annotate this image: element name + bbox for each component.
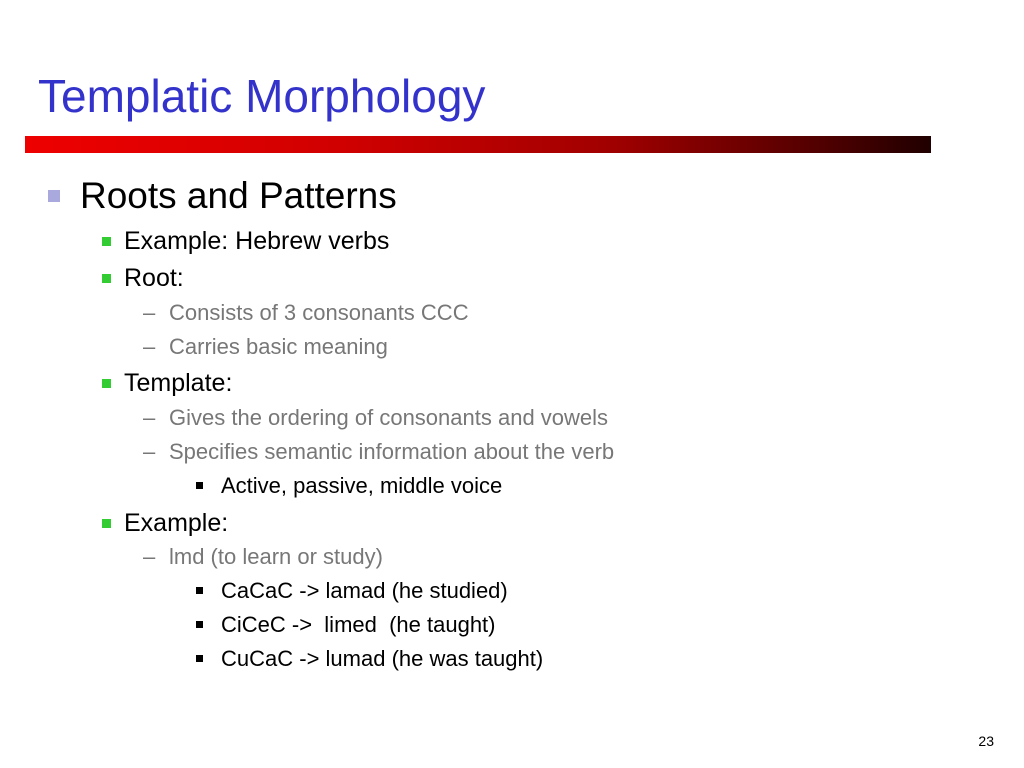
bullet-text: Root: xyxy=(124,264,184,292)
bullet-level3 xyxy=(143,333,388,361)
dash-bullet-icon: – xyxy=(143,300,156,325)
square-bullet-icon xyxy=(102,274,111,283)
bullet-level4 xyxy=(221,645,543,673)
square-bullet-icon xyxy=(196,482,203,489)
bullet-text: Roots and Patterns xyxy=(80,175,397,216)
bullet-level2 xyxy=(124,226,389,256)
page-number: 23 xyxy=(978,733,994,749)
bullet-text: CuCaC -> lumad (he was taught) xyxy=(221,646,544,671)
bullet-level3 xyxy=(143,299,469,327)
bullet-text: Template: xyxy=(124,369,233,397)
bullet-level2 xyxy=(124,263,184,293)
bullet-text: Carries basic meaning xyxy=(169,334,388,359)
square-bullet-icon xyxy=(48,190,60,202)
dash-bullet-icon: – xyxy=(143,405,156,430)
bullet-text: Example: xyxy=(124,509,229,537)
bullet-level4 xyxy=(221,611,496,639)
square-bullet-icon xyxy=(102,519,111,528)
bullet-text: Specifies semantic information about the verb xyxy=(169,439,615,464)
bullet-text: Active, passive, middle voice xyxy=(221,473,503,498)
bullet-level2 xyxy=(124,368,232,398)
bullet-level4 xyxy=(221,577,508,605)
bullet-text: Consists of 3 consonants CCC xyxy=(169,300,469,325)
dash-bullet-icon: – xyxy=(143,439,156,464)
bullet-level3 xyxy=(143,543,383,571)
bullet-text: Example: Hebrew verbs xyxy=(124,227,390,255)
bullet-text: CaCaC -> lamad (he studied) xyxy=(221,578,508,603)
bullet-text: Gives the ordering of consonants and vowels xyxy=(169,405,609,430)
square-bullet-icon xyxy=(102,237,111,246)
square-bullet-icon xyxy=(196,655,203,662)
slide-title: Templatic Morphology xyxy=(38,70,486,122)
dash-bullet-icon: – xyxy=(143,334,156,359)
bullet-level3 xyxy=(143,404,609,432)
title-underline-bar xyxy=(25,136,931,153)
square-bullet-icon xyxy=(196,621,203,628)
square-bullet-icon xyxy=(102,379,111,388)
bullet-level1 xyxy=(80,175,397,217)
square-bullet-icon xyxy=(196,587,203,594)
bullet-level2 xyxy=(124,508,228,538)
bullet-level3 xyxy=(143,438,615,466)
bullet-level4 xyxy=(221,472,502,500)
dash-bullet-icon: – xyxy=(143,544,156,569)
bullet-text: lmd (to learn or study) xyxy=(169,544,383,569)
bullet-text: CiCeC -> limed (he taught) xyxy=(221,612,496,637)
